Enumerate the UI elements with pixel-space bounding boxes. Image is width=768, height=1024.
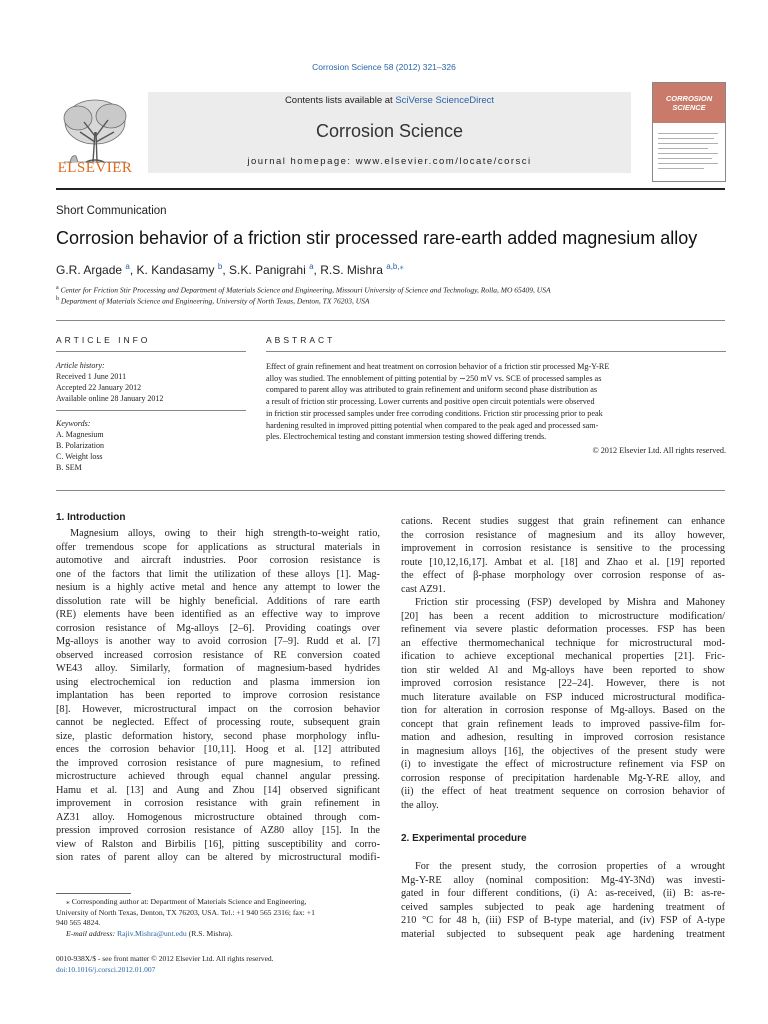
body-text-line: pression improved corrosion resistance of AZ80 alloy [15]. In the [56,825,380,836]
info-divider [56,410,246,411]
article-type: Short Communication [56,205,167,217]
history-label: Article history: [56,361,105,370]
contents-line [148,95,631,106]
body-text-line: (ii) the effect of heat treatment sequence on corrosion behavior of [401,786,725,797]
abstract-line: in friction stir processed samples under free corroding conditions. Friction stir processing prior to peak [266,408,603,418]
body-text-line: Friction stir processing (FSP) developed by Mishra and Mahoney [415,597,725,608]
body-text-line: material subjected to subsequent peak age hardening treatment [401,928,725,940]
affiliation-a: $^a$ Center for Friction Stir Processing and Department of Materials Science and Engineering, Missouri University of Science and Technology, Rolla, MO 65409, USA [56,285,551,295]
keyword: B. Polarization [56,441,104,450]
abstract-rule [266,351,726,352]
body-text-line: offer tremendous scope for applications as structural materials in [56,541,380,553]
body-text-line: [20] has been a recent addition to microstructure modification/ [401,610,725,622]
author-list: G.R. Argade $^a$, K. Kandasamy $^b$, S.K. Panigrahi $^a$, R.S. Mishra $^{a,b,⁎}$ [56,262,404,277]
body-text-line: sion rates of parent alloy can be altered by microstructural modifi- [56,852,380,863]
author-affiliation-link[interactable]: a [309,262,314,271]
journal-citation[interactable]: Corrosion Science 58 (2012) 321–326 [312,62,456,72]
body-text-line: Mg-alloys is another way to avoid corrosion [7–9]. Rudd et al. [7] [56,636,380,647]
abstract-copyright: © 2012 Elsevier Ltd. All rights reserved. [592,446,726,455]
body-text-line: improved corrosion resistance [22–24]. However, there is not [401,678,725,689]
body-text-line: corrosion response of precipitation hardenable Mg-Y-RE alloy, and [401,772,725,784]
body-text-line: [8]. However, microstructural impact on the corrosion behavior [56,703,380,715]
body-text-line: ification to achieve exceptional mechanical properties [21]. Fric- [401,651,725,662]
abstract-text [266,361,726,443]
body-text-line: concept that grain refinement leads to improved passive-film for- [401,718,725,730]
author-name: R.S. Mishra [320,263,383,277]
keywords-label: Keywords: [56,419,91,428]
body-text-line: cannot be neglected. Effect of processing route, subsequent grain [56,717,380,728]
body-text-line: cast AZ91. [401,583,446,595]
body-text-line: ceived samples subjected to peak age hardening treatment of [401,901,725,913]
affiliation-b: $^b$ Department of Materials Science and Engineering, University of North Texas, Denton, TX 76203, USA [56,296,370,306]
history-online: Available online 28 January 2012 [56,394,164,403]
journal-banner [148,92,631,173]
body-text-line: the corrosion resistance of magnesium and its alloy however, [401,529,725,541]
author-name: S.K. Panigrahi [229,263,306,277]
body-text-line: ences the corrosion behavior [10,11]. Hoog et al. [12] attributed [56,744,380,755]
left-column-text [56,527,380,865]
keyword: C. Weight loss [56,452,103,461]
body-text-line: improvement in corrosion resistance is sensitive to the processing [401,543,725,554]
body-text-line: Magnesium alloys, owing to their high strength-to-weight ratio, [70,528,380,539]
right-column-text [401,515,725,812]
journal-homepage-link[interactable]: journal homepage: www.elsevier.com/locate/corsci [247,156,532,167]
body-text-line: gated in four different conditions, (i) A: as-received, (ii) B: as-re- [401,888,725,899]
cover-title: CORROSION SCIENCE [665,94,713,112]
body-text-line: tion for alteration in corrosion response of Mg-alloys. Based on the [401,705,725,716]
abstract-line: alloy was studied. The ennoblement of pitting potential by ∼250 mV vs. SCE of processed samples as [266,373,602,383]
body-text-line: in magnesium alloys [16], the objectives of the present study were [401,745,725,757]
header-rule [56,320,725,321]
section-title-introduction: 1. Introduction [56,512,126,523]
footnote-line: University of North Texas, Denton, TX 76203, USA. Tel.: +1 940 565 2316; fax: +1 [56,907,315,917]
body-text-line: route [10,12,16,17]. Ambat et al. [18] and Zhao et al. [19] reported [401,556,725,568]
body-text-line: size, plastic deformation history, second phase morphology influ- [56,730,380,742]
body-text-line: much literature available on FSP induced microstructural modifica- [401,691,725,703]
abstract-line: hardening resulted in improved pitting potential when compared to the peak aged and processed sam- [266,420,599,430]
journal-cover-image [652,82,726,182]
body-text-line: refinement via severe plastic deformation processes. FSP has been [401,624,725,635]
abstract-heading: ABSTRACT [266,335,336,345]
body-text-line: (RE) elements have been identified as an effective way to improve [56,609,380,620]
abstract-line: ples. Electrochemical testing and constant immersion testing showed differing trends. [266,432,547,442]
author-name: K. Kandasamy [136,263,215,277]
issn-block [56,953,274,975]
article-title: Corrosion behavior of a friction stir processed rare-earth added magnesium alloy [56,228,698,248]
right-column-text-b [401,860,725,941]
body-text-line: implantation has been reported to improve corrosion resistance [56,690,380,701]
body-text-line: automotive and aircraft industries. Poor corrosion resistance is [56,555,380,566]
body-text-line: using electrochemical ion reduction and plasma immersion ion [56,676,380,688]
body-text-line: AZ31 alloy. Homogenous microstructure obtained through com- [56,811,380,823]
author-name: G.R. Argade [56,263,123,277]
body-text-line: mation and adhesion, resulting in improved corrosion resistance [401,732,725,743]
footnote-rule [56,893,131,894]
body-text-line: Hamu et al. [13] and Aung and Zhou [14] observed significant [56,784,380,796]
abstract-line: compared to parent alloy was attributed to grain refinement and uniform second phase distribution as [266,385,598,395]
history-accepted: Accepted 22 January 2012 [56,383,142,392]
corresponding-author-footnote [56,897,380,939]
author-email-link[interactable]: Rajiv.Mishra@unt.edu [116,928,187,938]
journal-masthead [56,82,725,182]
journal-title: Corrosion Science [315,121,464,141]
history-received: Received 1 June 2011 [56,372,127,381]
abstract-line: a result of friction stir processing. Lower currents and positive open circuit potentials were observed [266,397,595,407]
body-text-line: cations. Recent studies suggest that grain refinement can enhance [401,516,725,527]
footnote-line: ⁎ Corresponding author at: Department of Materials Science and Engineering, [66,897,307,906]
author-affiliation-link[interactable]: a [125,262,130,271]
article-history [56,360,246,404]
masthead-rule [56,188,725,190]
sciencedirect-link[interactable]: SciVerse ScienceDirect [395,95,495,106]
body-text-line: improvement in corrosion resistance with grain refinement in [56,798,380,809]
publisher-name: ELSEVIER [57,160,133,176]
keywords [56,418,246,473]
body-text-line: the improved corrosion resistance of pure magnesium, to refined [56,757,380,769]
body-text-line: tion stir welded Al and Mg-alloys have been reported to show [401,664,725,676]
body-text-line: microstructure achieved through equal channel angular pressing. [56,771,380,782]
contents-prefix: Contents lists available at [284,95,396,106]
article-info-heading: ARTICLE INFO [56,335,151,345]
body-text-line: one of the factors that limit the utilization of these alloys [1]. Mag- [56,568,380,580]
body-text-line: observed increased corrosion resistance of RE conversion coated [56,649,380,661]
body-text-line: corrosion resistance of Mg-alloys [2–6]. Providing coatings over [56,622,380,634]
issn-line: 0010-938X/$ - see front matter © 2012 Elsevier Ltd. All rights reserved. [56,954,274,963]
author-affiliation-link[interactable]: b [217,262,223,271]
body-text-line: view of Ralston and Birbilis [16], pitting susceptibility and corro- [56,838,380,850]
body-text-line: Mg-Y-RE alloy (nominal composition: Mg-4Y-3Nd) was investi- [401,874,725,886]
section-title-experimental: 2. Experimental procedure [401,833,527,844]
body-text-line: an effective thermomechanical technique for microstructural mod- [401,637,725,649]
abstract-line: Effect of grain refinement and heat treatment on corrosion behavior of a friction stir processed Mg-Y-RE [266,362,610,371]
body-text-line: dissolution rate will be highly beneficial. Additions of rare earth [56,595,380,607]
body-text-line: WE43 alloy. Similarly, formation of magnesium-based hydrides [56,663,380,674]
body-text-line: the alloy. [401,799,439,811]
doi-link[interactable]: doi:10.1016/j.corsci.2012.01.007 [56,965,156,974]
author-affiliation-link[interactable]: a,b,⁎ [386,262,404,271]
body-text-line: the effect of β-phase morphology over corrosion response of as- [401,570,725,581]
abstract-bottom-rule [56,490,725,491]
footnote-email-line: E-mail address: Rajiv.Mishra@unt.edu (R.S. Mishra). [66,928,233,938]
body-text-line: For the present study, the corrosion properties of a wrought [415,861,725,872]
keyword: B. SEM [56,463,82,472]
body-text-line: (i) to investigate the effect of microstructure refinement via FSP on [401,759,725,770]
keyword: A. Magnesium [56,430,104,439]
article-info-rule [56,351,246,352]
body-text-line: nesium is a highly active metal and hence any attempt to lower the [56,582,380,593]
footnote-line: 940 565 4824. [56,918,101,927]
body-text-line: 210 °C for 48 h, (iii) FSP of B-type material, and (iv) FSP of A-type [401,915,725,926]
